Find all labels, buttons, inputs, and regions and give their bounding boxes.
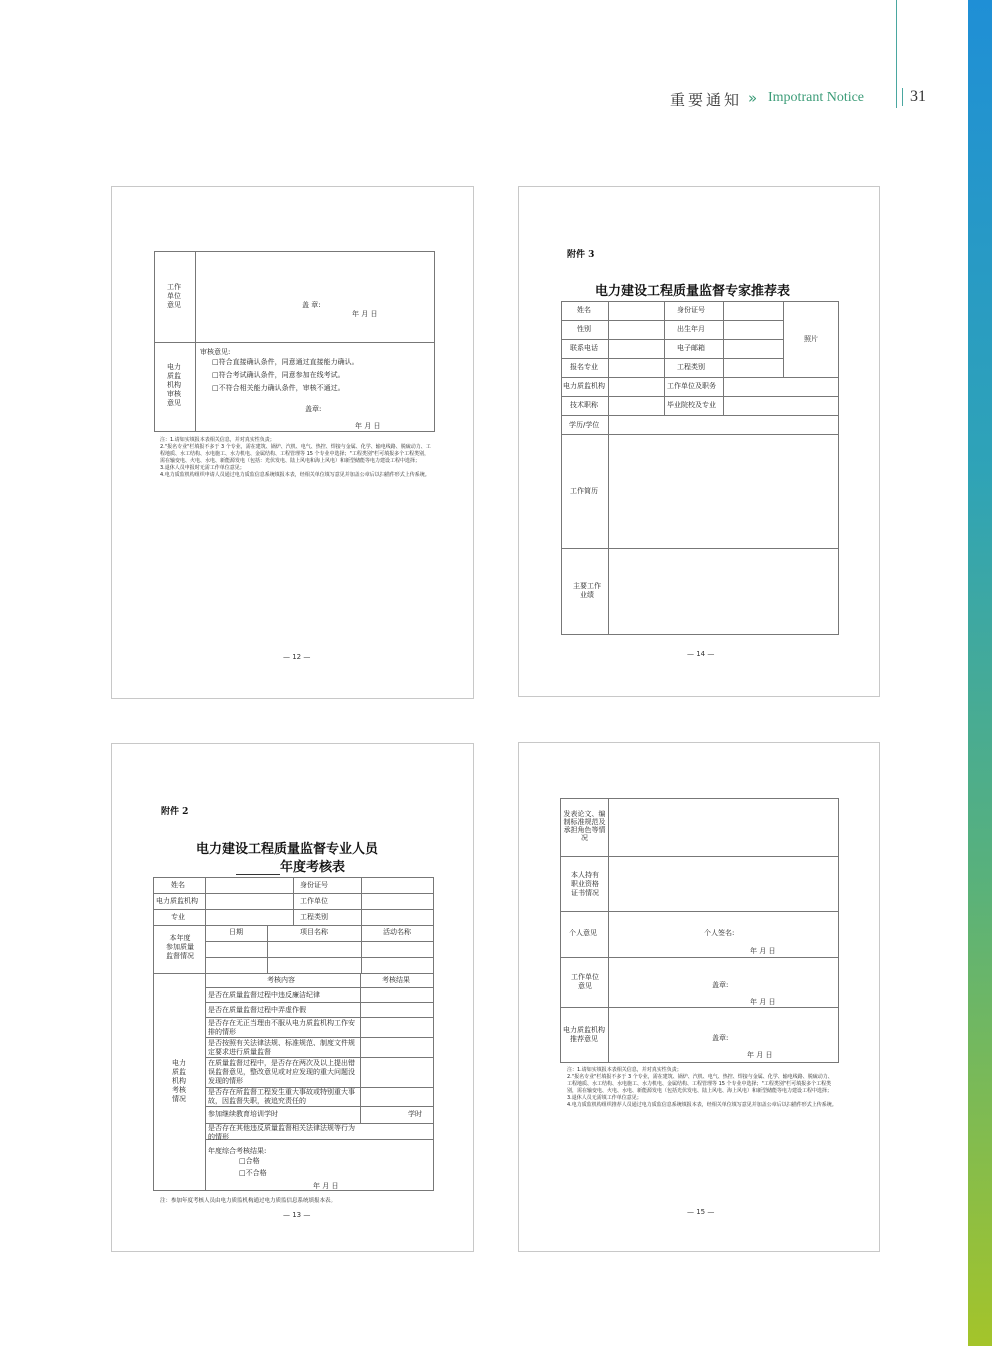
form-title-line1: 电力建设工程质量监督专业人员 <box>196 842 379 857</box>
header-divider-line <box>896 0 897 108</box>
field-resume: 工作简历 <box>570 487 598 495</box>
seal-label-1: 盖章: <box>712 981 729 989</box>
page-footer-number: — 15 — <box>687 1208 715 1216</box>
field-performance: 主要工作 业绩 <box>573 582 601 599</box>
activity-label: 本年度 参加质量 监督情况 <box>166 934 194 960</box>
page-footer-number: — 12 — <box>283 653 311 661</box>
eval-item-5: 在质量监督过程中，是否存在两次及以上提出错误监督意见，整改意见或对应发现的重大问题没发现的情形 <box>208 1059 355 1085</box>
review-option-3: □不符合相关能力确认条件，审核不通过。 <box>212 384 345 392</box>
field-birth: 出生年月 <box>677 325 705 333</box>
date-label-2: 年 月 日 <box>355 422 381 430</box>
notes-block: 注：1.请如实填报本表相关信息，并对真实性负责； 2."报名专业"栏填报不多于 3 个专业，需在建筑、锅炉、汽机、电气、热控、焊接与金属、化学、输电线路、脱硫动力、工程地质、水工结构、水电施工、水力机电、金属结构、工程管理等 15 个专业中选择；"工程类别"栏可填报多个工程类别，需在输变电、火电、水电、新能源发电（包括光伏发电、陆上风电、海上风电）和新型储能等电力建设工程中选择； 3.退休人员无需填工作单位意见； 4.电力质监机构组织推荐人员通过电力质监信息系统填报本表，经相关单位填写意见并加盖公章后以扫描件形式上传系统。 <box>567 1067 837 1108</box>
personal-signature: 个人签名: <box>704 929 735 937</box>
date-label-2: 年 月 日 <box>750 998 776 1006</box>
assessment-side-label: 电力 质监 机构 考核 情况 <box>172 1059 186 1103</box>
field-gender: 性别 <box>577 325 591 333</box>
attachment-label: 附件 2 <box>161 807 189 817</box>
review-opinion-label: 电力 质监 机构 审核 意见 <box>167 363 181 407</box>
document-page-14 <box>518 186 880 697</box>
eval-item-6: 是否存在所监督工程发生重大事故或特别重大事故，因监督失职，被追究责任的 <box>208 1088 355 1105</box>
document-page-12 <box>111 186 474 699</box>
field-unit-position: 工作单位及职务 <box>667 382 716 390</box>
field-major: 报名专业 <box>570 363 598 371</box>
document-page-13 <box>111 743 474 1252</box>
field-education: 学历/学位 <box>569 421 600 429</box>
papers-label: 发表论文、编制标准规范及承担角色等情况 <box>563 810 606 842</box>
col-date: 日期 <box>229 928 243 936</box>
photo-cell: 照片 <box>804 335 818 343</box>
conclusion-label: 年度综合考核结果: <box>208 1147 267 1155</box>
page-number: 31 <box>910 88 926 105</box>
fail-option: □不合格 <box>239 1169 267 1177</box>
certificates-label: 本人持有 职业资格 证书情况 <box>571 871 599 897</box>
section-title-cn: 重要通知 <box>670 91 743 109</box>
field-name: 姓名 <box>171 881 185 889</box>
personal-opinion-label: 个人意见 <box>569 929 597 937</box>
footnote: 注：参加年度考核人员由电力质监机构通过电力质监信息系统填报本表。 <box>160 1198 337 1204</box>
date-label: 年 月 日 <box>352 310 378 318</box>
seal-label-2: 盖章: <box>305 405 322 413</box>
eval-item-7: 参加继续教育培训学时 <box>208 1110 278 1118</box>
review-title: 审核意见: <box>200 348 231 356</box>
eval-item-3: 是否存在无正当理由不服从电力质监机构工作安排的情形 <box>208 1019 355 1036</box>
gradient-sidebar <box>968 0 992 1346</box>
field-project-type: 工程类别 <box>300 913 328 921</box>
form-title: 电力建设工程质量监督专家推荐表 <box>595 284 791 299</box>
eval-item-1: 是否在质量监督过程中违反廉洁纪律 <box>208 991 320 999</box>
field-major: 专业 <box>171 913 185 921</box>
work-unit-opinion-label: 工作单位 意见 <box>571 973 599 990</box>
hours-unit: 学时 <box>408 1110 422 1118</box>
pass-option: □合格 <box>239 1157 260 1165</box>
eval-item-8: 是否存在其他违反质量监督相关法律法规等行为的情形 <box>208 1124 355 1141</box>
eval-item-2: 是否在质量监督过程中弄虚作假 <box>208 1006 306 1014</box>
col-activity-name: 活动名称 <box>383 928 411 936</box>
review-option-2: □符合考试确认条件，同意参加在线考试。 <box>212 371 345 379</box>
field-agency: 电力质监机构 <box>563 382 605 390</box>
field-project-type: 工程类别 <box>677 363 705 371</box>
field-school: 毕业院校及专业 <box>667 401 716 409</box>
page-number-separator <box>902 88 903 106</box>
col-eval-content: 考核内容 <box>267 976 295 984</box>
review-option-1: □符合直接确认条件，同意通过直接能力确认。 <box>212 358 359 366</box>
field-id-number: 身份证号 <box>677 306 705 314</box>
document-page-15 <box>518 742 880 1252</box>
date-label-3: 年 月 日 <box>747 1051 773 1059</box>
page-footer-number: — 13 — <box>283 1211 311 1219</box>
seal-label-2: 盖章: <box>712 1034 729 1042</box>
date-label-1: 年 月 日 <box>750 947 776 955</box>
field-id-number: 身份证号 <box>300 881 328 889</box>
seal-label: 盖 章: <box>302 301 321 309</box>
form-title-line2: 年度考核表 <box>236 856 345 875</box>
field-phone: 联系电话 <box>570 344 598 352</box>
field-title: 技术职称 <box>570 401 598 409</box>
agency-recommendation-label: 电力质监机构 推荐意见 <box>563 1026 605 1043</box>
field-email: 电子邮箱 <box>677 344 705 352</box>
work-unit-opinion-label: 工作 单位 意见 <box>167 283 181 309</box>
notes-block: 注：1.请如实填报本表相关信息，并对真实性负责； 2."报名专业"栏填报不多于 3 个专业，需在建筑、锅炉、汽机、电气、热控、焊接与金属、化学、输电线路、脱硫动力、工程地质、水工结构、水电施工、水力机电、金属结构、工程管理等 15 个专业中选择；"工程类别"栏可填报多个工程类别，需在输变电、火电、水电、新能源发电（包括：光伏发电、陆上风电和海上风电）和新型储能等电力建设工程中选择； 3.退休人员申报时无需工作单位意见； 4.电力质监机构组织申请人员通过电力质监信息系统填报本表，经相关单位填写意见并加盖公章后以扫描件形式上传系统。 <box>160 437 431 478</box>
field-name: 姓名 <box>577 306 591 314</box>
date-label: 年 月 日 <box>313 1182 339 1190</box>
double-chevron-icon: » <box>748 89 758 107</box>
section-title-en: Impotrant Notice <box>768 90 865 105</box>
col-eval-result: 考核结果 <box>382 976 410 984</box>
eval-item-4: 是否按照有关法律法规、标准规范、制度文件规定要求进行质量监督 <box>208 1039 355 1056</box>
col-project-name: 项目名称 <box>300 928 328 936</box>
field-work-unit: 工作单位 <box>300 897 328 905</box>
page-footer-number: — 14 — <box>687 650 715 658</box>
field-agency: 电力质监机构 <box>156 897 198 905</box>
attachment-label: 附件 3 <box>567 250 595 260</box>
